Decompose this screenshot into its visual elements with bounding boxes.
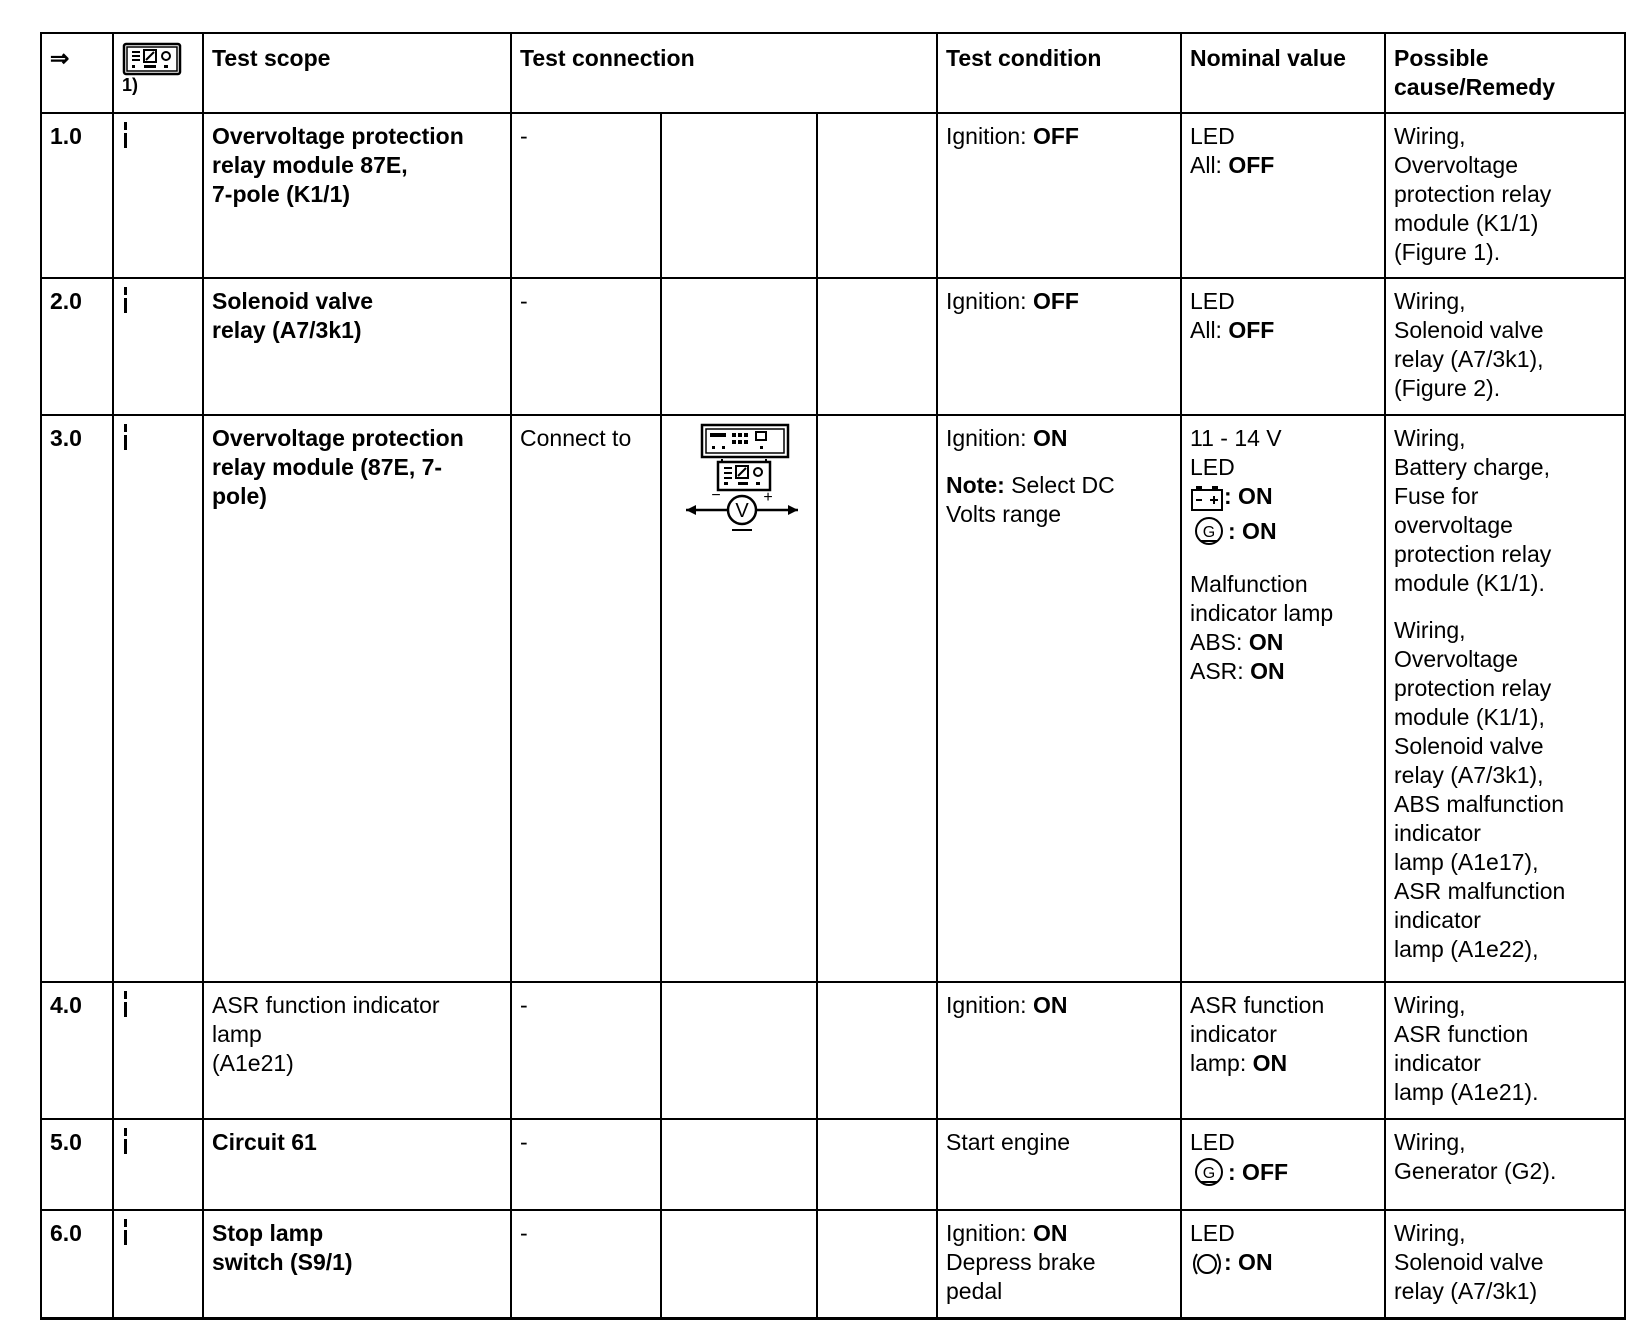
diagnostic-test-table [40,32,1626,1320]
test-connection-blank [817,113,937,278]
table-row [41,278,1625,415]
table-row [41,1210,1625,1318]
test-condition-cell: Ignition: ON Depress brake pedal [937,1210,1181,1318]
test-connection-blank [817,982,937,1119]
step-marker-icon [124,1219,128,1245]
table-row [41,982,1625,1119]
multimeter-connection-icon [682,422,802,532]
test-connection-blank [661,1119,817,1210]
test-condition-cell: Ignition: OFF [937,113,1181,278]
test-scope-cell: Circuit 61 [203,1119,511,1210]
header-tester-cell [113,33,203,113]
svg-text:G: G [1202,524,1216,541]
test-scope-cell: Overvoltage protection relay module 87E, 7-pole (K1/1) [203,113,511,278]
step-marker-icon [124,122,128,148]
possible-cause-cell: Wiring, Generator (G2). [1385,1119,1625,1210]
row-number: 5.0 [41,1119,113,1210]
step-marker-icon [124,991,128,1017]
test-connection-blank [817,1119,937,1210]
test-connection-cell: - [511,278,661,415]
test-scope-cell: Solenoid valve relay (A7/3k1) [203,278,511,415]
svg-text:G: G [1202,1165,1216,1182]
possible-cause-cell: Wiring, Solenoid valve relay (A7/3k1) [1385,1210,1625,1318]
header-nominal-value: Nominal value [1181,33,1385,113]
row-number: 3.0 [41,415,113,982]
row-marker-cell [113,1210,203,1318]
row-marker-cell [113,415,203,982]
table-row [41,1119,1625,1210]
row-marker-cell [113,278,203,415]
test-scope-cell: ASR function indicator lamp (A1e21) [203,982,511,1119]
test-connection-blank [661,982,817,1119]
table-row [41,415,1625,982]
row-marker-cell [113,1119,203,1210]
test-connection-cell: - [511,1119,661,1210]
test-scope-cell: Overvoltage protection relay module (87E, 7- pole) [203,415,511,982]
test-condition-cell: Ignition: ON [937,982,1181,1119]
svg-text:+: + [763,489,773,506]
test-connection-blank [661,1210,817,1318]
header-arrow: ⇒ [41,33,113,113]
table-row [41,113,1625,278]
header-test-scope: Test scope [203,33,511,113]
test-connection-blank [817,415,937,982]
header-possible-cause: Possible cause/Remedy [1385,33,1625,113]
test-condition-cell: Start engine [937,1119,1181,1210]
row-number: 4.0 [41,982,113,1119]
test-connection-cell: - [511,982,661,1119]
possible-cause-cell: Wiring, ASR function indicator lamp (A1e21). [1385,982,1625,1119]
row-number: 1.0 [41,113,113,278]
nominal-value-cell: LED All: OFF [1181,278,1385,415]
row-number: 6.0 [41,1210,113,1318]
test-connection-cell: - [511,1210,661,1318]
test-connection-blank [661,278,817,415]
header-test-condition: Test condition [937,33,1181,113]
generator-g-icon [1190,516,1228,550]
header-row [41,33,1625,113]
header-test-connection: Test connection [511,33,937,113]
possible-cause-cell: Wiring, Battery charge, Fuse for overvoltage protection relay module (K1/1). Wiring, Overvoltage protection relay module (K1/1), Solenoid valve relay (A7/3k1), ABS malfunction indicator lamp (A1e17), ASR malfunction indicator lamp (A1e22), [1385,415,1625,982]
test-connection-diagram-cell [661,415,817,982]
step-marker-icon [124,1128,128,1154]
test-connection-blank [661,113,817,278]
test-connection-blank [817,1210,937,1318]
nominal-value-cell: LED G : OFF [1181,1119,1385,1210]
step-marker-icon [124,287,128,313]
possible-cause-cell: Wiring, Overvoltage protection relay module (K1/1) (Figure 1). [1385,113,1625,278]
step-marker-icon [124,424,128,450]
nominal-value-cell: LED All: OFF [1181,113,1385,278]
test-scope-cell: Stop lamp switch (S9/1) [203,1210,511,1318]
test-connection-blank [817,278,937,415]
row-number: 2.0 [41,278,113,415]
battery-icon [1190,484,1224,512]
tester-device-icon [122,42,182,76]
row-marker-cell [113,113,203,278]
test-condition-cell: Ignition: OFF [937,278,1181,415]
tester-footnote: 1) [122,75,139,95]
test-condition-cell: Ignition: ON Note: Select DC Volts range [937,415,1181,982]
svg-text:−: − [711,487,721,504]
test-connection-cell: - [511,113,661,278]
svg-text:V: V [735,500,749,522]
possible-cause-cell: Wiring, Solenoid valve relay (A7/3k1), (Figure 2). [1385,278,1625,415]
stop-lamp-icon [1190,1250,1224,1278]
test-connection-cell: Connect to [511,415,661,982]
nominal-value-cell: 11 - 14 V LED : ON G : ON Malfunction indicator lamp ABS: ON ASR: ON [1181,415,1385,982]
nominal-value-cell: LED : ON [1181,1210,1385,1318]
row-marker-cell [113,982,203,1119]
generator-g-icon [1190,1157,1228,1191]
nominal-value-cell: ASR function indicator lamp: ON [1181,982,1385,1119]
